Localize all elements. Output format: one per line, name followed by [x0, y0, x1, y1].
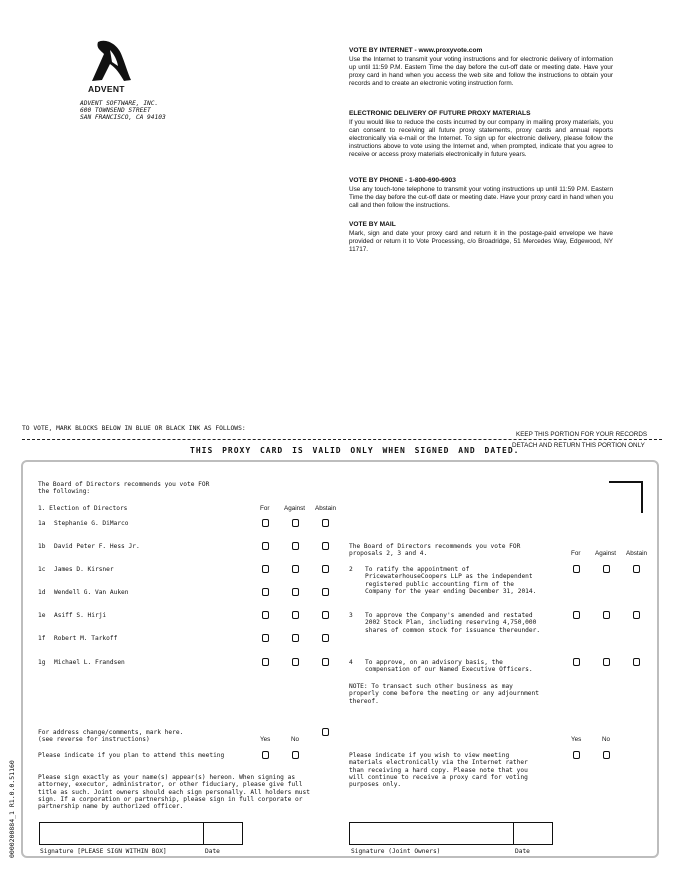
detach-portion-label: DETACH AND RETURN THIS PORTION ONLY [512, 442, 645, 449]
nominee-1d-abstain-checkbox[interactable] [322, 588, 329, 596]
nominee-1b-for-checkbox[interactable] [262, 542, 269, 550]
proposal-3-text: To approve the Company's amended and restated 2002 Stock Plan, including reserving 4,750,000 shares of common stock for issuance thereunder. [365, 612, 541, 634]
nominee-name: Michael L. Frandsen [54, 659, 125, 666]
nominee-1e-for-checkbox[interactable] [262, 611, 269, 619]
nominee-name: David Peter F. Hess Jr. [54, 543, 140, 550]
date-label: Date [205, 848, 220, 855]
nominee-num: 1f [38, 635, 46, 642]
logo-wordmark: ADVENT [88, 84, 125, 94]
nominee-1g-abstain-checkbox[interactable] [322, 658, 329, 666]
vote-mail-section [349, 221, 613, 254]
left-col-for: For [260, 505, 270, 512]
nominee-name: James D. Kirsner [54, 566, 114, 573]
nominee-1a-for-checkbox[interactable] [262, 519, 269, 527]
proposal-num: 4 [349, 659, 353, 666]
proposal-2-text: To ratify the appointment of PricewaterhouseCoopers LLP as the independent registered public accounting firm of the Company for the year ending December 31, 2014. [365, 566, 537, 595]
detach-line [22, 439, 662, 440]
address-change-checkbox[interactable] [322, 728, 329, 736]
right-col-yes: Yes [571, 736, 582, 743]
vote-phone-heading: VOTE BY PHONE - 1-800-690-6903 [349, 177, 456, 184]
proposal-3-against-checkbox[interactable] [603, 611, 610, 619]
nominee-1d-for-checkbox[interactable] [262, 588, 269, 596]
nominee-num: 1d [38, 589, 46, 596]
nominee-name: Robert M. Tarkoff [54, 635, 118, 642]
right-col-against: Against [595, 550, 617, 557]
nominee-1c-against-checkbox[interactable] [292, 565, 299, 573]
nominee-name: Asiff S. Hirji [54, 612, 107, 619]
nominee-1e-against-checkbox[interactable] [292, 611, 299, 619]
electronic-delivery-heading: ELECTRONIC DELIVERY OF FUTURE PROXY MATERIALS [349, 110, 531, 117]
nominee-name: Wendell G. Van Auken [54, 589, 129, 596]
vote-internet-body: Use the Internet to transmit your voting instructions and for electronic delivery of information up until 11:59 P.M. Eastern Time the day before the cut-off date or meeting date. Have your proxy card in hand when you access the web site and follow the instructions to obtain your records and to create an electronic voting instruction form. [349, 56, 613, 88]
electronic-yes-checkbox[interactable] [573, 751, 580, 759]
left-col-against: Against [284, 505, 306, 512]
vote-mail-heading: VOTE BY MAIL [349, 221, 396, 228]
proposal-num: 2 [349, 566, 353, 573]
attend-yes-checkbox[interactable] [262, 751, 269, 759]
nominee-1a-abstain-checkbox[interactable] [322, 519, 329, 527]
nominee-1c-for-checkbox[interactable] [262, 565, 269, 573]
nominee-num: 1b [38, 543, 46, 550]
joint-signature-label: Signature (Joint Owners) [351, 848, 441, 855]
attend-meeting-label: Please indicate if you plan to attend this meeting [38, 752, 225, 759]
vote-internet-heading: VOTE BY INTERNET - www.proxyvote.com [349, 47, 483, 54]
mark-instruction: TO VOTE, MARK BLOCKS BELOW IN BLUE OR BLACK INK AS FOLLOWS: [22, 425, 246, 432]
date-box[interactable] [203, 822, 243, 845]
nominee-1g-for-checkbox[interactable] [262, 658, 269, 666]
proposal-3-for-checkbox[interactable] [573, 611, 580, 619]
nominee-name: Stephanie G. DiMarco [54, 520, 129, 527]
joint-date-box[interactable] [513, 822, 553, 845]
proposal-4-for-checkbox[interactable] [573, 658, 580, 666]
proposal-2-against-checkbox[interactable] [603, 565, 610, 573]
signature-label: Signature [PLEASE SIGN WITHIN BOX] [40, 848, 167, 855]
vote-phone-body: Use any touch-tone telephone to transmit your voting instructions up until 11:59 P.M. Eastern Time the day before the cut-off date or meeting date. Have your proxy card in hand when you call and then follow the instructions. [349, 186, 613, 210]
nominee-1g-against-checkbox[interactable] [292, 658, 299, 666]
nominee-num: 1g [38, 659, 46, 666]
proposal-2-abstain-checkbox[interactable] [633, 565, 640, 573]
nominee-num: 1c [38, 566, 46, 573]
nominee-1d-against-checkbox[interactable] [292, 588, 299, 596]
nominee-1f-for-checkbox[interactable] [262, 634, 269, 642]
proposal-num: 3 [349, 612, 353, 619]
right-col-abstain: Abstain [626, 550, 648, 557]
note-text: NOTE: To transact such other business as may properly come before the meeting or any adjournment thereof. [349, 683, 539, 705]
electronic-delivery-section [349, 110, 613, 160]
right-col-for: For [571, 550, 581, 557]
right-col-no: No [602, 736, 611, 743]
right-recommendation: The Board of Directors recommends you vote FOR proposals 2, 3 and 4. [349, 543, 521, 558]
left-col-abstain: Abstain [315, 505, 337, 512]
keep-portion-label: KEEP THIS PORTION FOR YOUR RECORDS [516, 431, 648, 438]
proposal-2-for-checkbox[interactable] [573, 565, 580, 573]
attend-no-checkbox[interactable] [292, 751, 299, 759]
nominee-1b-abstain-checkbox[interactable] [322, 542, 329, 550]
proposal-4-abstain-checkbox[interactable] [633, 658, 640, 666]
nominee-1c-abstain-checkbox[interactable] [322, 565, 329, 573]
joint-date-label: Date [515, 848, 530, 855]
vote-internet-section [349, 47, 613, 88]
signing-instructions: Please sign exactly as your name(s) appear(s) hereon. When signing as attorney, executor, administrator, or other fiduciary, please give full title as such. Joint owners should each sign personally. All holders must sign. If a corporation or partnership, please sign in full corporate or partnership name by authorized officer. [38, 774, 310, 811]
nominee-num: 1e [38, 612, 46, 619]
left-recommendation: The Board of Directors recommends you vote FOR the following: [38, 481, 210, 496]
electronic-materials-text: Please indicate if you wish to view meeting materials electronically via the Internet rather than receiving a hard copy. Please note that you will continue to receive a proxy card for voting purposes only. [349, 752, 528, 789]
side-control-code: 0000200884_1 R1.0.0.51160 [8, 760, 16, 858]
registration-mark [609, 481, 643, 513]
left-col-no: No [291, 736, 300, 743]
vote-mail-body: Mark, sign and date your proxy card and return it in the postage-paid envelope we have provided or return it to Vote Processing, c/o Broadridge, 51 Mercedes Way, Edgewood, NY 11717. [349, 230, 613, 254]
vote-phone-section [349, 177, 613, 210]
nominee-1b-against-checkbox[interactable] [292, 542, 299, 550]
signature-box[interactable] [39, 822, 204, 845]
nominee-1f-abstain-checkbox[interactable] [322, 634, 329, 642]
electronic-no-checkbox[interactable] [603, 751, 610, 759]
nominee-1f-against-checkbox[interactable] [292, 634, 299, 642]
nominee-num: 1a [38, 520, 46, 527]
joint-signature-box[interactable] [349, 822, 514, 845]
left-col-yes: Yes [260, 736, 271, 743]
address-change-label: For address change/comments, mark here. (see reverse for instructions) [38, 729, 184, 744]
nominee-1a-against-checkbox[interactable] [292, 519, 299, 527]
electronic-delivery-body: If you would like to reduce the costs incurred by our company in mailing proxy materials, you can consent to receiving all future proxy statements, proxy cards and annual reports electronically via e-mail or the Internet. To sign up for electronic delivery, please follow the instructions above to vote using the Internet and, when prompted, indicate that you agree to receive or access proxy materials electronically in future years. [349, 119, 613, 159]
advent-logo-icon [84, 40, 132, 86]
company-address: ADVENT SOFTWARE, INC. 600 TOWNSEND STREET SAN FRANCISCO, CA 94103 [80, 100, 166, 122]
nominee-1e-abstain-checkbox[interactable] [322, 611, 329, 619]
proposal-4-text: To approve, on an advisory basis, the compensation of our Named Executive Officers. [365, 659, 533, 674]
proposal-3-abstain-checkbox[interactable] [633, 611, 640, 619]
item-1-label: 1. Election of Directors [38, 505, 128, 512]
valid-notice: THIS PROXY CARD IS VALID ONLY WHEN SIGNED AND DATED. [190, 446, 520, 455]
proposal-4-against-checkbox[interactable] [603, 658, 610, 666]
